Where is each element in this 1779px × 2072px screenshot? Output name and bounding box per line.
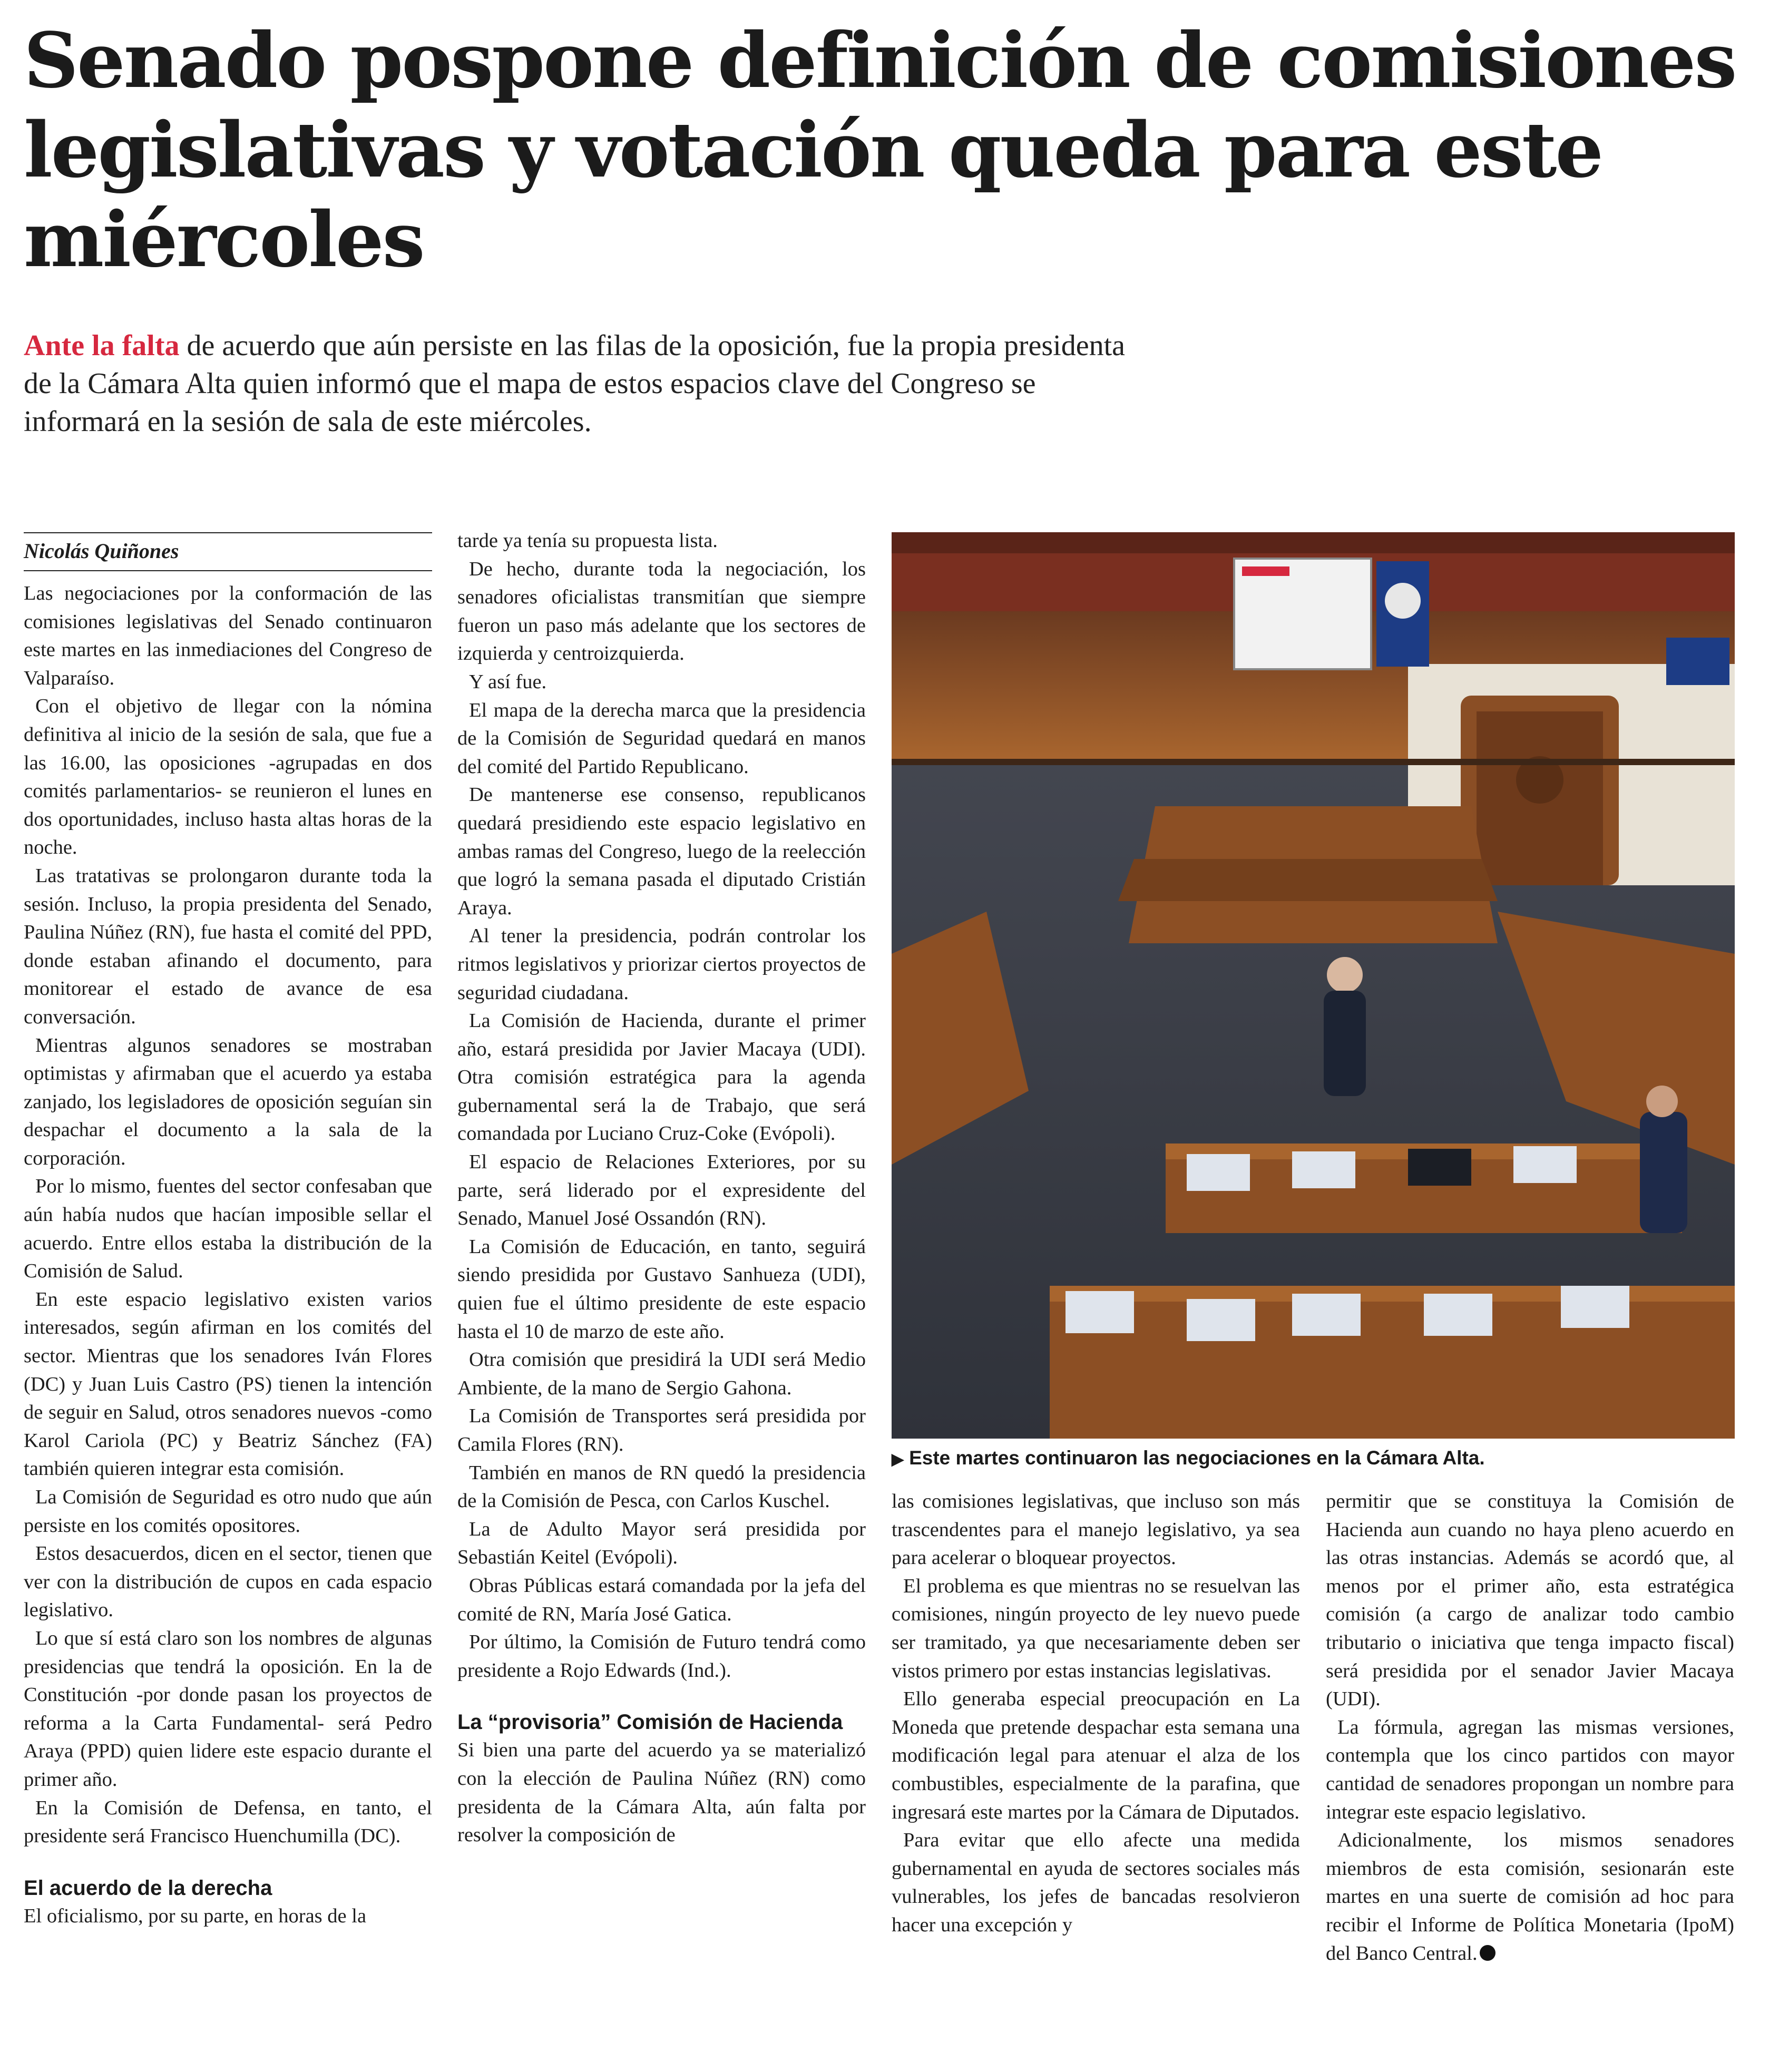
paragraph: Al tener la presidencia, podrán controlar los ritmos legislativos y priorizar ciertos proyectos de seguridad ciudadana. xyxy=(457,925,866,1004)
paragraph: Las negociaciones por la conformación de las comisiones legislativas del Senado continuaron este martes en las inmediaciones del Congreso de Valparaíso. xyxy=(24,582,432,689)
paragraph: La fórmula, agregan las mismas versiones, contempla que los cinco partidos con mayor cantidad de senadores propongan un nombre para integrar este espacio legislativo. xyxy=(1326,1716,1734,1823)
paragraph: Si bien una parte del acuerdo ya se materializó con la elección de Paulina Núñez (RN) como presidenta de la Cámara Alta, aún falta por resolver la composición de xyxy=(457,1739,866,1846)
paragraph: La Comisión de Seguridad es otro nudo que aún persiste en los comités opositores. xyxy=(24,1486,432,1537)
lede xyxy=(24,327,1130,441)
lede-text: de acuerdo que aún persiste en las filas de la oposición, fue la propia presidenta de la Cámara Alta quien informó que el mapa de estos espacios clave del Congreso se informará en la sesión de sala de este miércoles. xyxy=(24,329,1125,438)
paragraph: Y así fue. xyxy=(469,670,547,693)
paragraph: Estos desacuerdos, dicen en el sector, tienen que ver con la distribución de cupos en cada espacio legislativo. xyxy=(24,1542,432,1621)
column-2 xyxy=(457,527,866,1850)
paragraph: La Comisión de Transportes será presidida por Camila Flores (RN). xyxy=(457,1405,866,1455)
paragraph: El problema es que mientras no se resuelvan las comisiones, ningún proyecto de ley nuevo puede ser tramitado, ya que necesariamente deben ser vistos primero por estas instancias legislativas. xyxy=(892,1575,1300,1682)
paragraph: De hecho, durante toda la negociación, los senadores oficialistas transmitían que siempre fueron un paso más adelante que los sectores de izquierda y centroizquierda. xyxy=(457,558,866,665)
paragraph: Ello generaba especial preocupación en La Moneda que pretende despachar esta semana una modificación legal para atenuar el alza de los combustibles, especialmente de la parafina, que ingresará este martes por la Cámara de Diputados. xyxy=(892,1688,1300,1823)
senate-chamber-photo xyxy=(892,532,1735,1439)
paragraph xyxy=(1326,1826,1734,1968)
paragraph: El espacio de Relaciones Exteriores, por su parte, será liderado por el expresidente del Senado, Manuel José Ossandón (RN). xyxy=(457,1151,866,1230)
paragraph: La Comisión de Hacienda, durante el primer año, estará presidida por Javier Macaya (UDI). Otra comisión estratégica para la agenda gubernamental será la de Trabajo, que será comandada por Luciano Cruz-Coke (Evópoli). xyxy=(457,1010,866,1145)
paragraph: También en manos de RN quedó la presidencia de la Comisión de Pesca, con Carlos Kuschel. xyxy=(457,1461,866,1512)
headline: Senado pospone definición de comisiones legislativas y votación queda para este miércoles xyxy=(24,16,1736,284)
paragraph: En la Comisión de Defensa, en tanto, el presidente será Francisco Huenchumilla (DC). xyxy=(24,1796,432,1848)
paragraph: Para evitar que ello afecte una medida gubernamental en ayuda de sectores sociales más vulnerables, los jefes de bancadas resolvieron hacer una excepción y xyxy=(892,1829,1300,1936)
paragraph: permitir que se constituya la Comisión de Hacienda aun cuando no haya pleno acuerdo en las otras instancias. Además se acordó que, al menos por el primer año, esta estratégica comisión (a cargo de analizar todo cambio tributario o iniciativa que tenga impacto fiscal) será presidida por el senador Javier Macaya (UDI). xyxy=(1326,1490,1734,1711)
paragraph: La de Adulto Mayor será presidida por Sebastián Keitel (Evópoli). xyxy=(457,1518,866,1569)
paragraph: Obras Públicas estará comandada por la jefa del comité de RN, María José Gatica. xyxy=(457,1574,866,1625)
column-1 xyxy=(24,532,432,1930)
paragraph: las comisiones legislativas, que incluso son más trascendentes para el manejo legislativo, ya sea para acelerar o bloquear proyectos. xyxy=(892,1490,1300,1569)
paragraph-text: Adicionalmente, los mismos senadores miembros de esta comisión, sesionarán este martes en una suerte de comisión ad hoc para recibir el Informe de Política Monetaria (IpoM) del Banco Central. xyxy=(1326,1829,1734,1965)
paragraph: Otra comisión que presidirá la UDI será Medio Ambiente, de la mano de Sergio Gahona. xyxy=(457,1348,866,1399)
paragraph: En este espacio legislativo existen varios interesados, según afirman en los comités del sector. Mientras que los senadores Iván Flores (DC) y Juan Luis Castro (PS) tienen la intención de seguir en Salud, otros senadores nuevos -como Karol Cariola (PC) y Beatriz Sánchez (FA) también quieren integrar esta comisión. xyxy=(24,1288,432,1480)
end-mark-icon xyxy=(1480,1945,1495,1961)
paragraph: De mantenerse ese consenso, republicanos quedará presidiendo este espacio legislativo en ambas ramas del Congreso, luego de la reelección que logró la semana pasada el diputado Cristián Araya. xyxy=(457,784,866,919)
caption-text: Este martes continuaron las negociaciones en la Cámara Alta. xyxy=(909,1447,1485,1469)
paragraph: Mientras algunos senadores se mostraban optimistas y afirmaban que el acuerdo ya estaba zanjado, los legisladores de oposición seguían sin despachar el documento a la sala de la corporación. xyxy=(24,1034,432,1169)
paragraph: Lo que sí está claro son los nombres de algunas presidencias que tendrá la oposición. En la de Constitución -por donde pasan los proyectos de reforma a la Carta Fundamental- será Pedro Araya (PPD) quien lidere este espacio durante el primer año. xyxy=(24,1627,432,1791)
paragraph: Por último, la Comisión de Futuro tendrá como presidente a Rojo Edwards (Ind.). xyxy=(457,1631,866,1682)
paragraph: Con el objetivo de llegar con la nómina definitiva al inicio de la sesión de sala, que fue a las 16.00, las oposiciones -agrupadas en dos comités parlamentarios- se reunieron el lunes en dos oportunidades, incluso hasta altas horas de la noche. xyxy=(24,695,432,859)
paragraph: tarde ya tenía su propuesta lista. xyxy=(457,530,718,552)
paragraph: Por lo mismo, fuentes del sector confesaban que aún había nudos que hacían imposible sellar el acuerdo. Entre ellos estaba la distribución de la Comisión de Salud. xyxy=(24,1175,432,1283)
paragraph: El mapa de la derecha marca que la presidencia de la Comisión de Seguridad quedará en manos del comité del Partido Republicano. xyxy=(457,699,866,778)
paragraph: Las tratativas se prolongaron durante toda la sesión. Incluso, la propia presidenta del Senado, Paulina Núñez (RN), fue hasta el comité del PPD, donde estaban afinando el documento, para monitorear el estado de avance de esa conversación. xyxy=(24,864,432,1028)
paragraph: El oficialismo, por su parte, en horas de la xyxy=(24,1904,367,1927)
paragraph: La Comisión de Educación, en tanto, seguirá siendo presidida por Gustavo Sanhueza (UDI), quien fue el último presidente de este espacio hasta el 10 de marzo de este año. xyxy=(457,1235,866,1343)
byline-rule xyxy=(24,532,432,533)
column-3 xyxy=(892,1488,1300,1940)
subhead-hacienda: La “provisoria” Comisión de Hacienda xyxy=(457,1711,843,1734)
column-4 xyxy=(1326,1488,1734,1968)
subhead-derecha: El acuerdo de la derecha xyxy=(24,1876,272,1900)
lede-kicker: Ante la falta xyxy=(24,329,180,362)
photo-caption xyxy=(892,1445,1735,1473)
caption-arrow-icon: ▶ xyxy=(892,1451,904,1468)
byline: Nicolás Quiñones xyxy=(24,536,432,571)
